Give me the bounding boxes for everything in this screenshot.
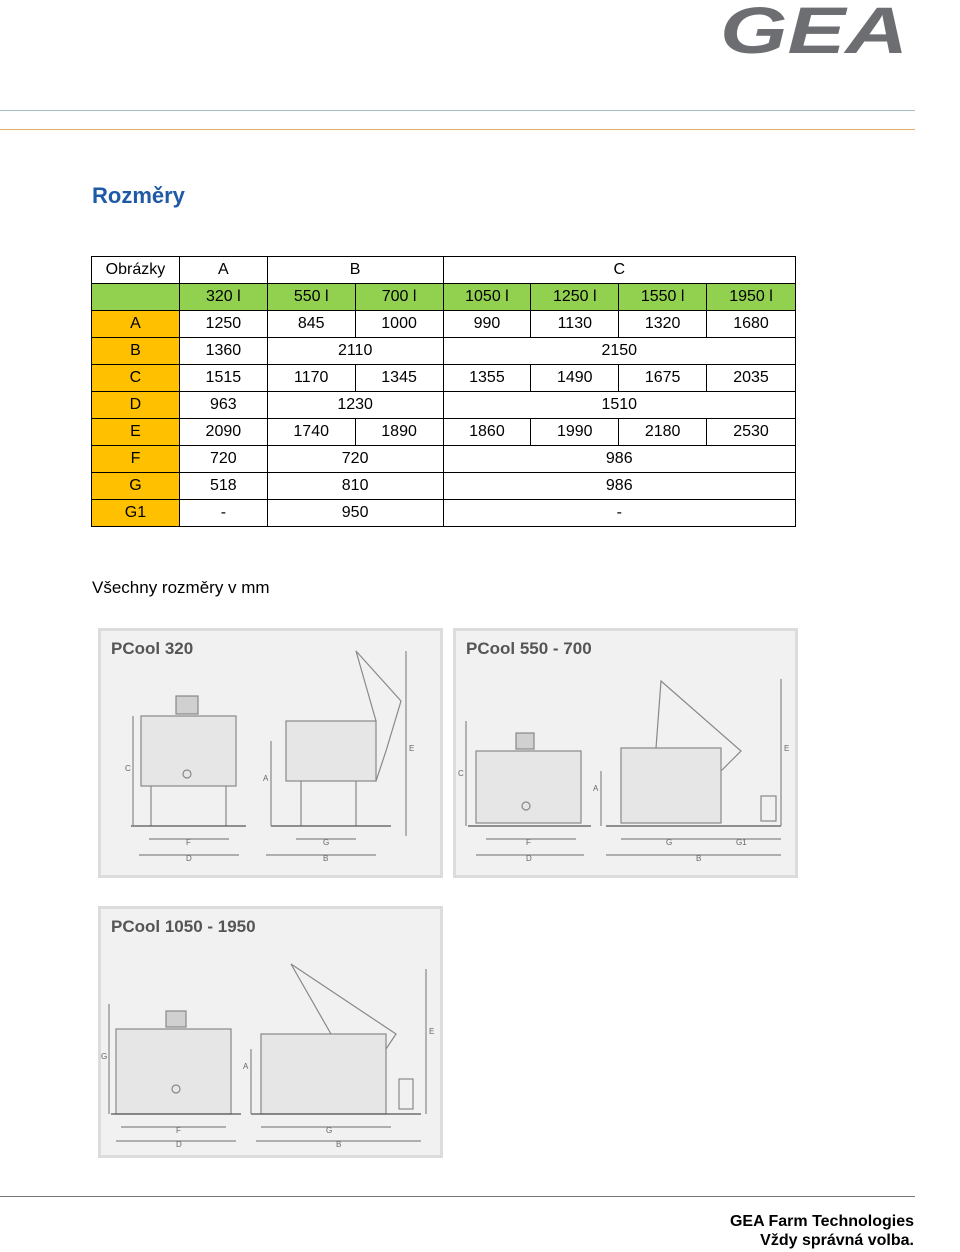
svg-text:D: D xyxy=(526,854,532,863)
table-cell: 1510 xyxy=(443,392,796,419)
table-cell: 2530 xyxy=(707,419,796,446)
table-cell: 845 xyxy=(267,311,355,338)
logo-text: GEA xyxy=(720,0,908,60)
table-row xyxy=(92,392,796,419)
units-note: Všechny rozměry v mm xyxy=(92,578,270,597)
volume-cell: 700 l xyxy=(355,284,443,311)
row-label: B xyxy=(92,338,180,365)
table-cell: 1000 xyxy=(355,311,443,338)
table-cell: 950 xyxy=(267,500,443,527)
row-label: F xyxy=(92,446,180,473)
volume-cell: 320 l xyxy=(179,284,267,311)
footer-slogan: Vždy správná volba. xyxy=(760,1232,914,1249)
row-label: D xyxy=(92,392,180,419)
row-label: G xyxy=(92,473,180,500)
svg-text:E: E xyxy=(409,744,415,753)
svg-text:F: F xyxy=(176,1126,181,1135)
figure-pcool-1050-1950 xyxy=(98,906,443,1158)
header-rule-blue xyxy=(0,110,915,111)
svg-text:G: G xyxy=(326,1126,333,1135)
dimensions-table xyxy=(91,256,796,527)
table-cell: 1230 xyxy=(267,392,443,419)
table-row xyxy=(92,473,796,500)
page-title: Rozměry xyxy=(92,183,185,208)
table-cell: 963 xyxy=(179,392,267,419)
table-cell: 518 xyxy=(179,473,267,500)
table-cell: 2180 xyxy=(619,419,707,446)
figure-pcool-550-700 xyxy=(453,628,798,878)
footer-rule xyxy=(0,1196,915,1197)
table-cell: 1250 xyxy=(179,311,267,338)
table-header-row xyxy=(92,257,796,284)
table-cell: 986 xyxy=(443,473,796,500)
table-row xyxy=(92,500,796,527)
table-cell: 1490 xyxy=(531,365,619,392)
table-cell: 1345 xyxy=(355,365,443,392)
svg-text:F: F xyxy=(526,838,531,847)
table-row xyxy=(92,311,796,338)
table-cell: 1320 xyxy=(619,311,707,338)
svg-text:A: A xyxy=(593,784,599,793)
header-rule-orange xyxy=(0,129,915,130)
svg-text:D: D xyxy=(176,1140,182,1149)
table-cell: 1355 xyxy=(443,365,531,392)
figure-title: PCool 1050 - 1950 xyxy=(111,917,256,936)
table-row xyxy=(92,365,796,392)
table-cell: 1740 xyxy=(267,419,355,446)
row-label: G1 xyxy=(92,500,180,527)
volume-cell: 1950 l xyxy=(707,284,796,311)
svg-text:E: E xyxy=(429,1027,435,1036)
table-cell: 2110 xyxy=(267,338,443,365)
svg-text:B: B xyxy=(336,1140,342,1149)
volume-cell: 1050 l xyxy=(443,284,531,311)
table-cell: - xyxy=(179,500,267,527)
gea-logo xyxy=(720,0,910,60)
technical-drawing xyxy=(456,631,795,875)
figure-title: PCool 320 xyxy=(111,639,194,658)
volume-cell: 550 l xyxy=(267,284,355,311)
svg-text:F: F xyxy=(186,838,191,847)
footer-company: GEA Farm Technologies xyxy=(729,1213,914,1230)
table-cell: 720 xyxy=(267,446,443,473)
table-cell: 810 xyxy=(267,473,443,500)
table-cell: 1990 xyxy=(531,419,619,446)
table-row xyxy=(92,446,796,473)
table-cell: 990 xyxy=(443,311,531,338)
table-row xyxy=(92,419,796,446)
table-cell: 720 xyxy=(179,446,267,473)
svg-text:G: G xyxy=(101,1052,108,1061)
figure-title: PCool 550 - 700 xyxy=(466,639,592,658)
table-cell: 1170 xyxy=(267,365,355,392)
svg-text:G: G xyxy=(666,838,673,847)
table-cell: 1515 xyxy=(179,365,267,392)
table-cell: 2150 xyxy=(443,338,796,365)
table-cell: 2090 xyxy=(179,419,267,446)
table-cell: - xyxy=(443,500,796,527)
technical-drawing xyxy=(101,631,440,875)
row-label: C xyxy=(92,365,180,392)
table-cell: 1360 xyxy=(179,338,267,365)
svg-text:G: G xyxy=(323,838,330,847)
svg-text:B: B xyxy=(696,854,702,863)
table-cell: 1675 xyxy=(619,365,707,392)
header-a: A xyxy=(179,257,267,284)
svg-text:C: C xyxy=(125,764,131,773)
volume-row xyxy=(92,284,796,311)
table-cell: 1130 xyxy=(531,311,619,338)
table-cell: 1860 xyxy=(443,419,531,446)
header-b: B xyxy=(267,257,443,284)
svg-text:B: B xyxy=(323,854,329,863)
svg-text:C: C xyxy=(458,769,464,778)
svg-text:D: D xyxy=(186,854,192,863)
table-cell: 2035 xyxy=(707,365,796,392)
table-cell: 1890 xyxy=(355,419,443,446)
table-row xyxy=(92,338,796,365)
svg-text:E: E xyxy=(784,744,790,753)
technical-drawing xyxy=(101,909,440,1155)
volume-empty xyxy=(92,284,180,311)
row-label: E xyxy=(92,419,180,446)
header-label: Obrázky xyxy=(92,257,180,284)
figure-pcool-320 xyxy=(98,628,443,878)
svg-text:G1: G1 xyxy=(736,838,747,847)
header-c: C xyxy=(443,257,796,284)
volume-cell: 1250 l xyxy=(531,284,619,311)
table-cell: 1680 xyxy=(707,311,796,338)
svg-text:A: A xyxy=(263,774,269,783)
row-label: A xyxy=(92,311,180,338)
table-cell: 986 xyxy=(443,446,796,473)
volume-cell: 1550 l xyxy=(619,284,707,311)
svg-text:A: A xyxy=(243,1062,249,1071)
